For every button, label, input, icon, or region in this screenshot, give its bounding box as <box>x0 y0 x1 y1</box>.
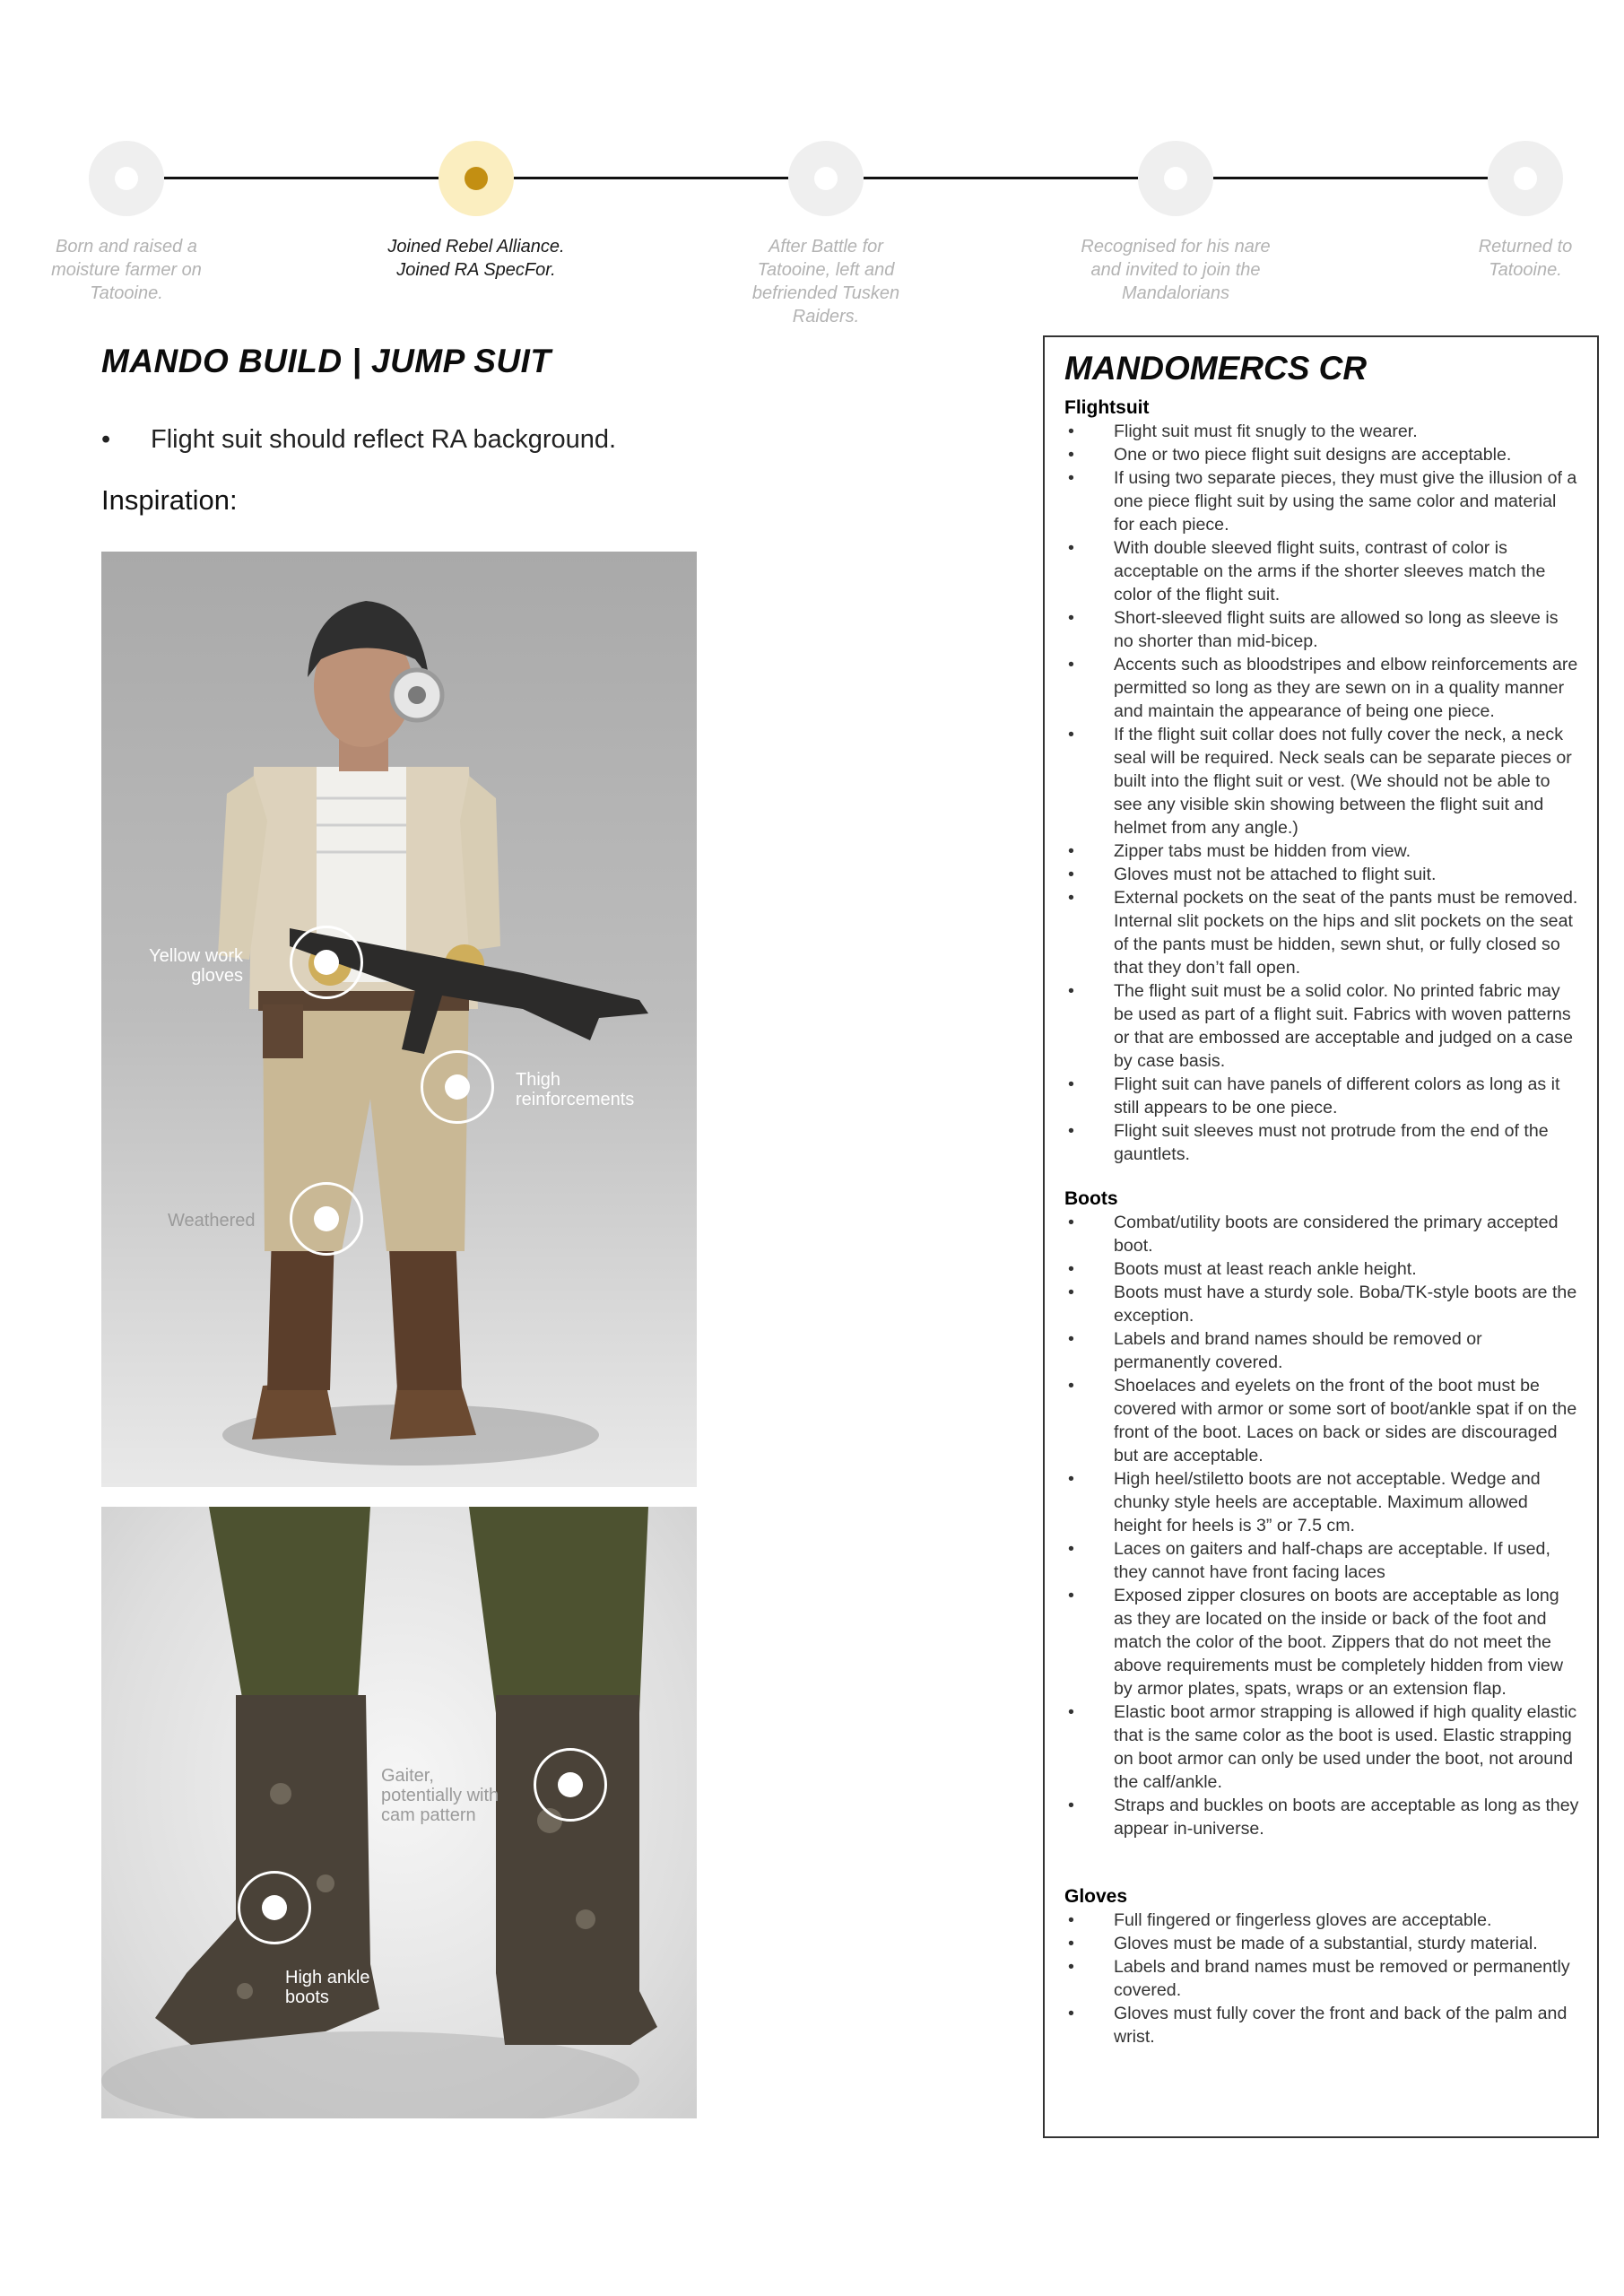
timeline-dot <box>814 167 838 190</box>
bullet-mark: • <box>1068 1539 1074 1559</box>
cr-list-item-text: If using two separate pieces, they must give the illusion of a one piece flight suit by using the same color and material for each piece. <box>1114 468 1577 535</box>
cr-list-item-text: Straps and buckles on boots are acceptable as long as they appear in-universe. <box>1114 1796 1579 1839</box>
bullet-mark: • <box>1068 422 1074 441</box>
callout-gaiter <box>381 1766 499 1825</box>
hotspot-core <box>445 1074 470 1100</box>
cr-list-item-text: Gloves must fully cover the front and back of the palm and wrist. <box>1114 2004 1568 2047</box>
cr-list-item-text: Boots must have a sturdy sole. Boba/TK-style boots are the exception. <box>1114 1283 1577 1326</box>
bullet-mark: • <box>1068 1957 1074 1977</box>
cr-list-item-text: External pockets on the seat of the pants must be removed. Internal slit pockets on the hips and slit pockets on the seat of the pants must be hidden, sewn shut, or fully closed so that they don’t fall open. <box>1114 888 1578 978</box>
timeline-dot <box>465 167 488 190</box>
cr-list-item <box>1064 653 1579 723</box>
cr-list-item <box>1064 1955 1579 2002</box>
cr-list-item-text: Flight suit can have panels of different colors as long as it still appears to be one piece. <box>1114 1074 1560 1118</box>
bullet-mark: • <box>1068 888 1074 908</box>
cr-list-item <box>1064 1909 1579 1932</box>
bullet-mark: • <box>1068 1213 1074 1232</box>
bullet-mark: • <box>1068 1329 1074 1349</box>
callout-weathered: Weathered <box>168 1211 256 1231</box>
bullet-mark: • <box>1068 1121 1074 1141</box>
bullet-mark: • <box>1068 608 1074 628</box>
callout-text: High ankle <box>285 1968 370 1987</box>
bullet-mark: • <box>1068 1796 1074 1815</box>
build-bullet: • Flight suit should reflect RA background. <box>101 425 617 454</box>
timeline-connector <box>864 177 1138 179</box>
timeline-node-4 <box>1138 141 1213 216</box>
cr-list-item-text: Combat/utility boots are considered the primary accepted boot. <box>1114 1213 1559 1256</box>
cr-list-item-text: The flight suit must be a solid color. No printed fabric may be used as part of a flight suit. Fabrics with woven patterns or that are embossed are acceptable and judged on a case by case basis. <box>1114 981 1573 1071</box>
hotspot-gaiter[interactable] <box>534 1748 607 1822</box>
bullet-mark: • <box>1068 1934 1074 1953</box>
bullet-mark: • <box>1068 1074 1074 1094</box>
cr-list-item <box>1064 1584 1579 1700</box>
callout-text: cam pattern <box>381 1805 476 1825</box>
cr-list-item-text: If the flight suit collar does not fully cover the neck, a neck seal will be required. Neck seals can be separate pieces or built into the flight suit or vest. (We should not be able to see any visible skin showing between the flight suit and helmet from any angle.) <box>1114 725 1572 838</box>
cr-list-item <box>1064 1467 1579 1537</box>
timeline-connector <box>164 177 439 179</box>
bullet-mark: • <box>1068 1283 1074 1302</box>
cr-list-item <box>1064 1932 1579 1955</box>
timeline-dot <box>115 167 138 190</box>
cr-list-item <box>1064 1537 1579 1584</box>
cr-heading-gloves: Gloves <box>1064 1886 1128 1907</box>
build-title: MANDO BUILD | JUMP SUIT <box>101 343 551 379</box>
cr-list-item <box>1064 1119 1579 1166</box>
cr-list-item <box>1064 466 1579 536</box>
callout-thigh-reinforcements <box>516 1070 634 1109</box>
timeline-label-3: After Battle for Tatooine, left and befriended Tusken Raiders. <box>751 237 900 326</box>
hotspot-gloves[interactable] <box>290 926 363 999</box>
cr-list-item-text: Laces on gaiters and half-chaps are acceptable. If used, they cannot have front facing laces <box>1114 1539 1550 1582</box>
cr-heading-flightsuit: Flightsuit <box>1064 397 1150 418</box>
timeline-label-5: Returned to Tatooine. <box>1478 237 1573 280</box>
bullet-mark: • <box>1068 865 1074 884</box>
bullet-mark: • <box>1068 1376 1074 1396</box>
cr-list-item <box>1064 1257 1579 1281</box>
hotspot-core <box>314 1206 339 1231</box>
cr-requirements-box <box>1043 335 1599 2138</box>
hotspot-core <box>314 950 339 975</box>
timeline-node-1 <box>89 141 164 216</box>
callout-text: Yellow work <box>149 946 243 966</box>
cr-list-item <box>1064 606 1579 653</box>
timeline-dot <box>1164 167 1187 190</box>
cr-list-item <box>1064 723 1579 839</box>
callout-text: Gaiter, <box>381 1766 434 1786</box>
callout-text: gloves <box>191 966 243 986</box>
cr-list-gloves <box>1064 1909 1579 2048</box>
timeline-connector <box>514 177 788 179</box>
timeline-label-4: Recognised for his nare and invited to join the Mandalorians <box>1081 237 1271 303</box>
cr-heading-boots: Boots <box>1064 1188 1118 1209</box>
bullet-mark: • <box>1068 538 1074 558</box>
bullet-mark: • <box>1068 468 1074 488</box>
cr-list-item-text: Elastic boot armor strapping is allowed if high quality elastic that is the same color as the boot is used. Elastic strapping on boot armor can only be used under the boot, not around the calf/ankle. <box>1114 1702 1577 1792</box>
inspiration-label: Inspiration: <box>101 484 238 516</box>
timeline-dot <box>1514 167 1537 190</box>
bullet-mark: • <box>1068 2004 1074 2023</box>
soldier-illustration <box>101 552 697 1487</box>
cr-list-item <box>1064 1794 1579 1840</box>
cr-list-item-text: Zipper tabs must be hidden from view. <box>1114 841 1411 861</box>
callout-text: reinforcements <box>516 1090 635 1109</box>
bullet-mark: • <box>1068 1469 1074 1489</box>
cr-list-item-text: Flight suit sleeves must not protrude from the end of the gauntlets. <box>1114 1121 1549 1164</box>
timeline-label-2: Joined Rebel Alliance. Joined RA SpecFor. <box>387 237 565 280</box>
bullet-mark: • <box>1068 1910 1074 1930</box>
cr-list-item <box>1064 1374 1579 1467</box>
cr-list-item-text: Full fingered or fingerless gloves are acceptable. <box>1114 1910 1492 1930</box>
bullet-mark: • <box>1068 655 1074 674</box>
bullet-mark: • <box>1068 981 1074 1001</box>
timeline-connector <box>1213 177 1488 179</box>
timeline-node-5 <box>1488 141 1563 216</box>
cr-list-boots <box>1064 1211 1579 1840</box>
cr-list-item-text: With double sleeved flight suits, contrast of color is acceptable on the arms if the shorter sleeves match the color of the flight suit. <box>1114 538 1546 604</box>
cr-list-item <box>1064 1700 1579 1794</box>
cr-list-flightsuit <box>1064 420 1579 1166</box>
cr-list-item <box>1064 1327 1579 1374</box>
cr-list-item-text: Shoelaces and eyelets on the front of the boot must be covered with armor or some sort of boot/ankle spat if on the front of the boot. Laces on back or sides are discouraged but are acceptable. <box>1114 1376 1577 1465</box>
callout-text: boots <box>285 1987 329 2007</box>
cr-title: MANDOMERCS CR <box>1064 350 1368 387</box>
bullet-mark: • <box>1068 1702 1074 1722</box>
inspiration-photo-boots <box>101 1507 697 2118</box>
cr-list-item-text: High heel/stiletto boots are not acceptable. Wedge and chunky style heels are acceptable. Maximum allowed height for heels is 3” or 7.5 cm. <box>1114 1469 1541 1535</box>
cr-list-item-text: Short-sleeved flight suits are allowed so long as sleeve is no shorter than mid-bicep. <box>1114 608 1559 651</box>
cr-list-item <box>1064 886 1579 979</box>
bullet-mark: • <box>1068 841 1074 861</box>
cr-list-item <box>1064 420 1579 443</box>
cr-list-item <box>1064 1211 1579 1257</box>
cr-list-item <box>1064 1073 1579 1119</box>
cr-list-item <box>1064 2002 1579 2048</box>
timeline-label-1: Born and raised a moisture farmer on Tatooine. <box>51 237 202 303</box>
cr-list-item-text: Boots must at least reach ankle height. <box>1114 1259 1417 1279</box>
bullet-mark: • <box>1068 1586 1074 1605</box>
cr-list-item-text: Gloves must be made of a substantial, sturdy material. <box>1114 1934 1538 1953</box>
callout-yellow-gloves <box>137 946 243 986</box>
cr-list-item-text: Flight suit must fit snugly to the wearer. <box>1114 422 1418 441</box>
bullet-mark: • <box>1068 445 1074 465</box>
cr-list-item-text: Exposed zipper closures on boots are acceptable as long as they are located on the inside or back of the foot and match the color of the boot. Zippers that do not meet the above requirements must be completely hidden from view by armor plates, spats, wraps or an extension flap. <box>1114 1586 1563 1699</box>
callout-text: potentially with <box>381 1786 499 1805</box>
cr-list-item <box>1064 839 1579 863</box>
hotspot-high-ankle-boots[interactable] <box>238 1871 311 1944</box>
cr-list-item <box>1064 863 1579 886</box>
cr-list-item <box>1064 1281 1579 1327</box>
timeline-node-2 <box>439 141 514 216</box>
cr-list-item-text: Labels and brand names should be removed or permanently covered. <box>1114 1329 1482 1372</box>
cr-list-item <box>1064 979 1579 1073</box>
hotspot-core <box>558 1772 583 1797</box>
callout-high-ankle-boots <box>285 1968 370 2007</box>
cr-list-item <box>1064 536 1579 606</box>
cr-list-item-text: Accents such as bloodstripes and elbow reinforcements are permitted so long as they are sewn on in a quality manner and maintain the appearance of being one piece. <box>1114 655 1578 721</box>
hotspot-core <box>262 1895 287 1920</box>
timeline-node-3 <box>788 141 864 216</box>
cr-list-item <box>1064 443 1579 466</box>
cr-list-item-text: Gloves must not be attached to flight suit. <box>1114 865 1437 884</box>
bullet-mark: • <box>1068 725 1074 744</box>
inspiration-photo-soldier <box>101 552 697 1487</box>
hotspot-weathered[interactable] <box>290 1182 363 1256</box>
callout-text: Thigh <box>516 1070 561 1090</box>
cr-list-item-text: Labels and brand names must be removed or permanently covered. <box>1114 1957 1570 2000</box>
bullet-mark: • <box>1068 1259 1074 1279</box>
hotspot-thigh[interactable] <box>421 1050 494 1124</box>
cr-list-item-text: One or two piece flight suit designs are acceptable. <box>1114 445 1512 465</box>
build-bullet-text: Flight suit should reflect RA background. <box>151 425 617 454</box>
